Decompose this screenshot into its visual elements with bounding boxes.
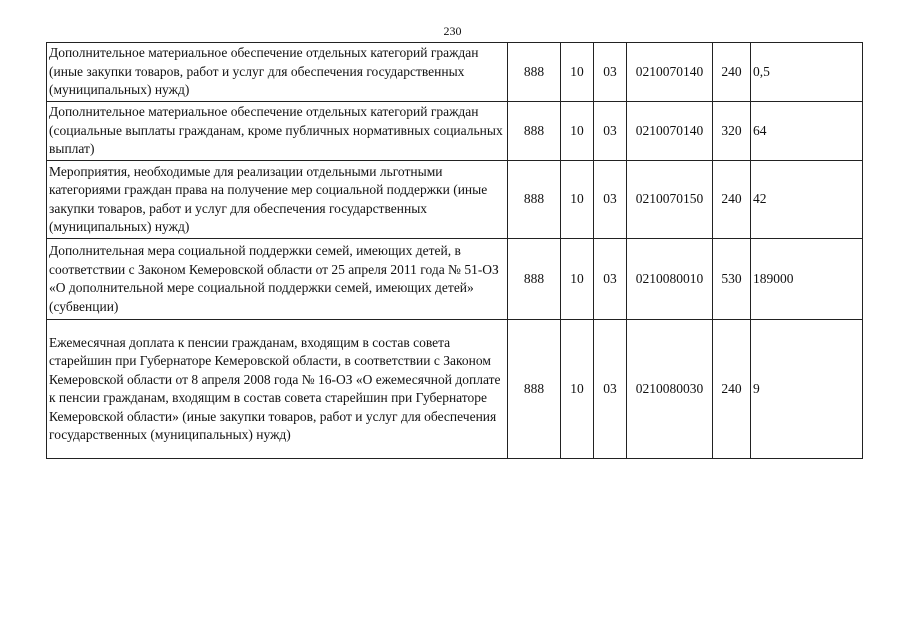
amount: 42 bbox=[751, 161, 863, 239]
section-code: 10 bbox=[561, 239, 594, 320]
ministry-code: 888 bbox=[508, 320, 561, 459]
section-code: 10 bbox=[561, 43, 594, 102]
subsection-code: 03 bbox=[594, 43, 627, 102]
row-description: Дополнительная мера социальной поддержки семей, имеющих детей, в соответствии с Законом Кемеровской области от 25 апреля 2011 года № 51-ОЗ «О дополнительной мере социальной поддержки семей, имеющих детей» (субвенции) bbox=[47, 239, 508, 320]
row-description: Дополнительное материальное обеспечение отдельных категорий граждан (иные закупки товаров, работ и услуг для обеспечения государственных (муниципальных) нужд) bbox=[47, 43, 508, 102]
row-description: Мероприятия, необходимые для реализации отдельными льготными категориями граждан права на получение мер социальной поддержки (иные закупки товаров, работ и услуг для обеспечения государственных (муниципальных) нужд) bbox=[47, 161, 508, 239]
table-row bbox=[47, 43, 863, 102]
table-row bbox=[47, 161, 863, 239]
row-description: Дополнительное материальное обеспечение отдельных категорий граждан (социальные выплаты гражданам, кроме публичных нормативных социальных выплат) bbox=[47, 102, 508, 161]
page-number: 230 bbox=[443, 24, 462, 38]
expense-type-code: 240 bbox=[713, 43, 751, 102]
subsection-code: 03 bbox=[594, 320, 627, 459]
amount: 189000 bbox=[751, 239, 863, 320]
amount: 9 bbox=[751, 320, 863, 459]
section-code: 10 bbox=[561, 320, 594, 459]
section-code: 10 bbox=[561, 161, 594, 239]
subsection-code: 03 bbox=[594, 161, 627, 239]
expense-type-code: 240 bbox=[713, 320, 751, 459]
expense-type-code: 240 bbox=[713, 161, 751, 239]
budget-table bbox=[46, 42, 863, 459]
expense-type-code: 320 bbox=[713, 102, 751, 161]
target-article-code: 0210070140 bbox=[627, 43, 713, 102]
table-row bbox=[47, 102, 863, 161]
target-article-code: 0210070140 bbox=[627, 102, 713, 161]
target-article-code: 0210080010 bbox=[627, 239, 713, 320]
amount: 0,5 bbox=[751, 43, 863, 102]
target-article-code: 0210080030 bbox=[627, 320, 713, 459]
row-description: Ежемесячная доплата к пенсии гражданам, входящим в состав совета старейшин при Губернаторе Кемеровской области, в соответствии с Законом Кемеровской области от 8 апреля 2008 года № 16-ОЗ «О ежемесячной доплате к пенсии гражданам, входящим в состав совета старейшин при Губернаторе Кемеровской области» (иные закупки товаров, работ и услуг для обеспечения государственных (муниципальных) нужд) bbox=[47, 320, 508, 459]
ministry-code: 888 bbox=[508, 43, 561, 102]
ministry-code: 888 bbox=[508, 239, 561, 320]
amount: 64 bbox=[751, 102, 863, 161]
subsection-code: 03 bbox=[594, 239, 627, 320]
table-row bbox=[47, 239, 863, 320]
target-article-code: 0210070150 bbox=[627, 161, 713, 239]
expense-type-code: 530 bbox=[713, 239, 751, 320]
ministry-code: 888 bbox=[508, 161, 561, 239]
ministry-code: 888 bbox=[508, 102, 561, 161]
section-code: 10 bbox=[561, 102, 594, 161]
table-row bbox=[47, 320, 863, 459]
subsection-code: 03 bbox=[594, 102, 627, 161]
